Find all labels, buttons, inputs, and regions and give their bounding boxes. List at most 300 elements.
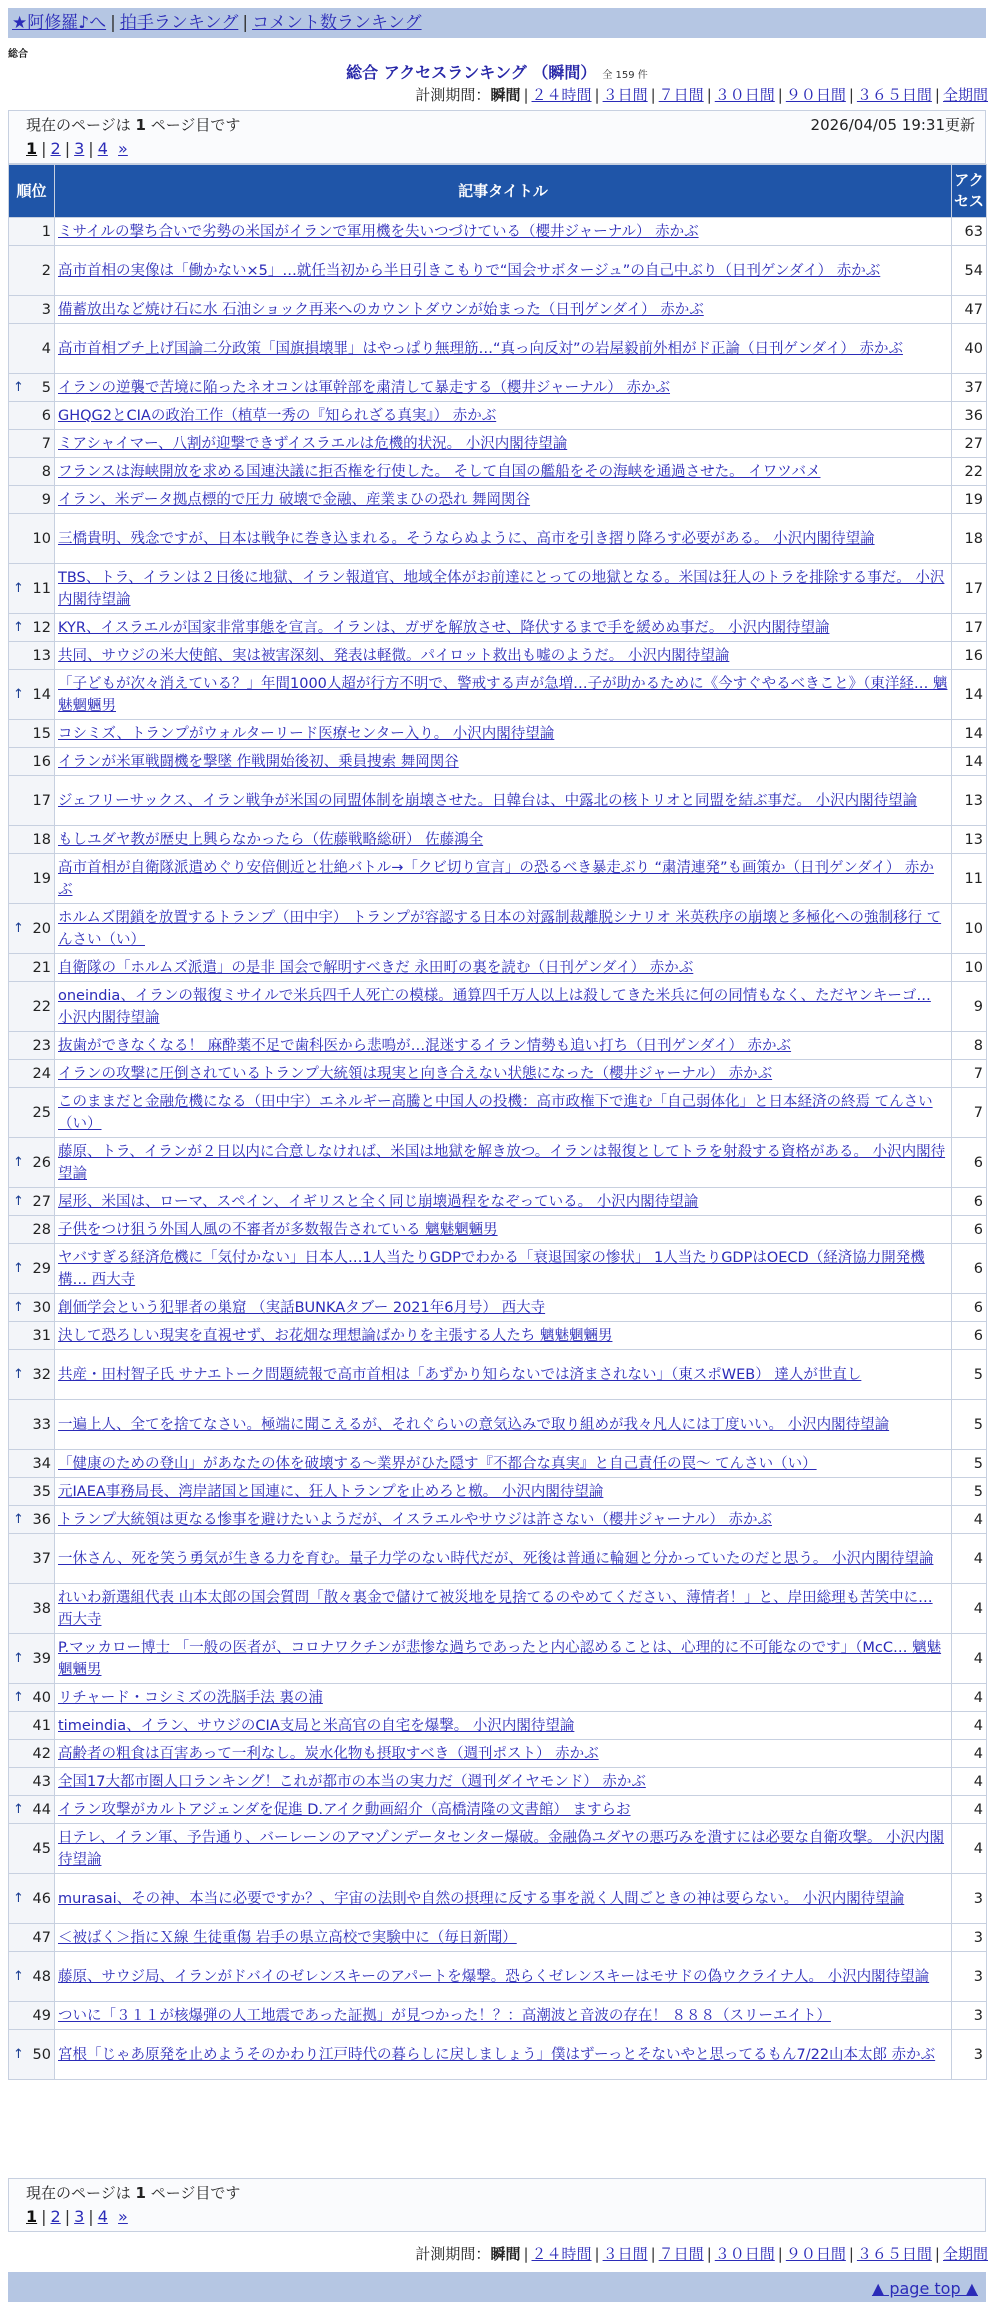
- separator: |: [110, 13, 116, 33]
- access-count: 54: [952, 246, 987, 296]
- period-selector-top: 計測期間：瞬間 | ２４時間 | ３日間 | ７日間 | ３０日間 | ９０日間 | ３６５日間 | 全期間: [415, 86, 988, 104]
- access-count: 7: [952, 1088, 987, 1138]
- article-title-link[interactable]: 創価学会という犯罪者の巣窟 （実話BUNKAタブー 2021年6月号） 西大寺: [58, 1299, 546, 1316]
- rank-cell: [9, 514, 55, 564]
- rank-cell: [9, 982, 55, 1032]
- pager-next[interactable]: »: [118, 139, 128, 158]
- access-count: 13: [952, 776, 987, 826]
- rank-number: 33: [32, 1416, 51, 1433]
- top-nav-bar: [8, 8, 986, 38]
- access-count: 4: [952, 1768, 987, 1796]
- pager-next[interactable]: »: [118, 2207, 128, 2226]
- table-row: [9, 1824, 987, 1874]
- access-count: 17: [952, 564, 987, 614]
- access-count: 4: [952, 1534, 987, 1584]
- rank-cell: [9, 2030, 55, 2080]
- rank-cell: [9, 1768, 55, 1796]
- access-count: 5: [952, 1450, 987, 1478]
- title-cell: [55, 1768, 952, 1796]
- table-row: [9, 776, 987, 826]
- title-cell: [55, 1138, 952, 1188]
- rank-number: 44: [32, 1801, 51, 1818]
- table-row: [9, 374, 987, 402]
- article-title-link[interactable]: 高市首相ブチ上げ国論二分政策「国旗損壊罪」はやっぱり無理筋…“真っ向反対”の岩屋毅前外相がド正論（日刊ゲンダイ） 赤かぶ: [58, 340, 903, 357]
- title-cell: [55, 1684, 952, 1712]
- article-title-link[interactable]: 決して恐ろしい現実を直視せず、お花畑な理想論ばかりを主張する人たち 魑魅魍魎男: [58, 1327, 613, 1344]
- article-title-link[interactable]: ホルムズ閉鎖を放置するトランプ（田中宇） トランプが容認する日本の対露制裁離脱シナリオ 米英秩序の崩壊と多極化への強制移行 てんさい（い）: [58, 909, 942, 948]
- period-30d-link[interactable]: ３０日間: [714, 86, 775, 104]
- title-cell: [55, 1534, 952, 1584]
- article-title-link[interactable]: KYR、イスラエルが国家非常事態を宣言。イランは、ガザを解放させ、降伏するまで手を緩めぬ事だ。 小沢内閣待望論: [58, 619, 830, 636]
- rank-cell: [9, 1712, 55, 1740]
- access-count: 4: [952, 1824, 987, 1874]
- period-90d-link[interactable]: ９０日間: [785, 86, 846, 104]
- access-count: 6: [952, 1216, 987, 1244]
- rank-cell: [9, 1350, 55, 1400]
- pager-current-page: 1: [26, 2207, 38, 2226]
- rank-number: 46: [32, 1890, 51, 1907]
- rank-up-arrow-icon: ↑: [13, 1366, 24, 1382]
- rank-cell: [9, 374, 55, 402]
- article-title-link[interactable]: 三橋貴明、残念ですが、日本は戦争に巻き込まれる。そうならぬように、高市を引き摺り降ろす必要がある。 小沢内閣待望論: [58, 530, 875, 547]
- table-row: [9, 1478, 987, 1506]
- rank-up-arrow-icon: ↑: [13, 1650, 24, 1666]
- access-count: 14: [952, 748, 987, 776]
- period-3d-link[interactable]: ３日間: [602, 86, 648, 104]
- period-24h-link[interactable]: ２４時間: [531, 86, 592, 104]
- table-row: [9, 2002, 987, 2030]
- pager-page-2[interactable]: 2: [50, 139, 61, 158]
- rank-cell: [9, 1450, 55, 1478]
- access-count: 8: [952, 1032, 987, 1060]
- article-title-link[interactable]: 共産・田村智子氏 サナエトーク問題続報で高市首相は「あずかり知らないでは済まされない」（東スポWEB） 達人が世直し: [58, 1366, 862, 1383]
- rank-number: 17: [32, 792, 51, 809]
- table-row: [9, 1768, 987, 1796]
- access-count: 5: [952, 1400, 987, 1450]
- article-title-link[interactable]: oneindia、イランの報復ミサイルで米兵四千人死亡の模様。通算四千万人以上は殺してきた米兵に何の同情もなく、ただヤンキーゴ… 小沢内閣待望論: [58, 987, 931, 1026]
- rank-cell: [9, 1060, 55, 1088]
- rank-number: 14: [32, 686, 51, 703]
- title-cell: [55, 642, 952, 670]
- article-title-link[interactable]: 共同、サウジの米大使館、実は被害深刻、発表は軽微。パイロット救出も嘘のようだ。 小沢内閣待望論: [58, 647, 730, 664]
- rank-cell: [9, 324, 55, 374]
- rank-cell: [9, 1322, 55, 1350]
- header-title: 記事タイトル: [55, 165, 952, 218]
- rank-number: 13: [32, 647, 51, 664]
- rank-cell: [9, 1506, 55, 1534]
- rank-number: 42: [32, 1745, 51, 1762]
- title-cell: [55, 2030, 952, 2080]
- access-count: 16: [952, 642, 987, 670]
- title-cell: [55, 1952, 952, 2002]
- period-current: 瞬間: [490, 86, 521, 104]
- rank-up-arrow-icon: ↑: [13, 920, 24, 936]
- table-row: [9, 564, 987, 614]
- rank-number: 1: [41, 223, 51, 240]
- rank-number: 22: [32, 998, 51, 1015]
- table-row: [9, 2030, 987, 2080]
- access-count: 6: [952, 1244, 987, 1294]
- table-row: [9, 1060, 987, 1088]
- rank-up-arrow-icon: ↑: [13, 2046, 24, 2062]
- pagination-bottom: 1 | 2 | 3 | 4 »: [26, 2207, 128, 2226]
- article-title-link[interactable]: 元IAEA事務局長、湾岸諸国と国連に、狂人トランプを止めろと檄。 小沢内閣待望論: [58, 1483, 604, 1500]
- period-selector-bottom: 計測期間：瞬間 | ２４時間 | ３日間 | ７日間 | ３０日間 | ９０日間 | ３６５日間 | 全期間: [415, 2245, 988, 2263]
- table-row: [9, 854, 987, 904]
- rank-up-arrow-icon: ↑: [13, 580, 24, 596]
- rank-number: 48: [32, 1968, 51, 1985]
- article-title-link[interactable]: 藤原、サウジ局、イランがドバイのゼレンスキーのアパートを爆撃。恐らくゼレンスキーはモサドの偽ウクライナ人。 小沢内閣待望論: [58, 1968, 930, 1985]
- rank-up-arrow-icon: ↑: [13, 1154, 24, 1170]
- pager-page-4[interactable]: 4: [97, 139, 108, 158]
- rank-number: 47: [32, 1929, 51, 1946]
- title-cell: [55, 246, 952, 296]
- article-title-link[interactable]: P.マッカロー博士 「一般の医者が、コロナワクチンが悲惨な過ちであったと内心認めることは、心理的に不可能なのです」（McC… 魑魅魍魎男: [58, 1639, 942, 1678]
- access-count: 19: [952, 486, 987, 514]
- rank-cell: [9, 1874, 55, 1924]
- access-count: 63: [952, 218, 987, 246]
- rank-cell: [9, 1740, 55, 1768]
- pager-page-4[interactable]: 4: [97, 2207, 108, 2226]
- rank-number: 6: [41, 407, 51, 424]
- rank-cell: [9, 826, 55, 854]
- page-info-top: [8, 110, 986, 164]
- title-cell: [55, 1712, 952, 1740]
- rank-cell: [9, 458, 55, 486]
- period-365d-link[interactable]: ３６５日間: [856, 2245, 932, 2263]
- rank-number: 50: [32, 2046, 51, 2063]
- access-count: 36: [952, 402, 987, 430]
- article-title-link[interactable]: 子供をつけ狙う外国人風の不審者が多数報告されている 魑魅魍魎男: [58, 1221, 498, 1238]
- rank-number: 30: [32, 1299, 51, 1316]
- table-row: [9, 670, 987, 720]
- title-cell: [55, 1188, 952, 1216]
- access-count: 37: [952, 374, 987, 402]
- table-row: [9, 1506, 987, 1534]
- rank-number: 24: [32, 1065, 51, 1082]
- table-row: [9, 1138, 987, 1188]
- rank-number: 9: [41, 491, 51, 508]
- rank-number: 20: [32, 920, 51, 937]
- article-title-link[interactable]: ミアシャイマー、八割が迎撃できずイスラエルは危機的状況。 小沢内閣待望論: [58, 435, 568, 452]
- period-90d-link[interactable]: ９０日間: [785, 2245, 846, 2263]
- rank-number: 29: [32, 1260, 51, 1277]
- title-cell: [55, 1294, 952, 1322]
- rank-up-arrow-icon: ↑: [13, 686, 24, 702]
- table-row: [9, 1350, 987, 1400]
- title-cell: [55, 402, 952, 430]
- footer-bar: [8, 2272, 986, 2302]
- rank-up-arrow-icon: ↑: [13, 619, 24, 635]
- table-row: [9, 1740, 987, 1768]
- article-title-link[interactable]: 屋形、米国は、ローマ、スペイン、イギリスと全く同じ崩壊過程をなぞっている。 小沢内閣待望論: [58, 1193, 699, 1210]
- article-title-link[interactable]: イランが米軍戦闘機を撃墜 作戦開始後初、乗員捜索 舞岡関谷: [58, 753, 459, 770]
- rank-number: 5: [41, 379, 51, 396]
- rank-number: 4: [41, 340, 51, 357]
- rank-cell: [9, 670, 55, 720]
- rank-number: 2: [41, 262, 51, 279]
- rank-number: 31: [32, 1327, 51, 1344]
- article-title-link[interactable]: ＜被ばく＞指にＸ線 生徒重傷 岩手の県立高校で実験中に（毎日新聞）: [58, 1929, 517, 1946]
- rank-cell: [9, 1188, 55, 1216]
- title-cell: [55, 1924, 952, 1952]
- rank-cell: [9, 1534, 55, 1584]
- period-7d-link[interactable]: ７日間: [658, 2245, 704, 2263]
- title-cell: [55, 486, 952, 514]
- article-title-link[interactable]: 高齢者の粗食は百害あって一利なし。炭水化物も摂取すべき（週刊ポスト） 赤かぶ: [58, 1745, 599, 1762]
- rank-cell: [9, 614, 55, 642]
- title-cell: [55, 324, 952, 374]
- title-cell: [55, 1400, 952, 1450]
- rank-number: 49: [32, 2007, 51, 2024]
- rank-up-arrow-icon: ↑: [13, 379, 24, 395]
- title-cell: [55, 1450, 952, 1478]
- article-title-link[interactable]: このままだと金融危機になる（田中宇）エネルギー高騰と中国人の投機：高市政権下で進む「自己弱体化」と日本経済の終焉 てんさい（い）: [58, 1093, 933, 1132]
- period-365d-link[interactable]: ３６５日間: [856, 86, 932, 104]
- page-info-bottom: [8, 2178, 986, 2232]
- access-count: 47: [952, 296, 987, 324]
- page-top-link[interactable]: ▲ page top ▲: [871, 2279, 978, 2298]
- table-row: [9, 1244, 987, 1294]
- access-count: 40: [952, 324, 987, 374]
- title-cell: [55, 1740, 952, 1768]
- rank-number: 40: [32, 1689, 51, 1706]
- article-title-link[interactable]: timeindia、イラン、サウジのCIA支局と米高官の自宅を爆撃。 小沢内閣待望論: [58, 1717, 575, 1734]
- article-title-link[interactable]: イラン、米データ拠点標的で圧力 破壊で金融、産業まひの恐れ 舞岡関谷: [58, 491, 531, 508]
- article-title-link[interactable]: ヤバすぎる経済危機に「気付かない」日本人…1人当たりGDPでわかる「衰退国家の惨状」 1人当たりGDPはOECD（経済協力開発機構… 西大寺: [58, 1249, 925, 1288]
- rank-cell: [9, 748, 55, 776]
- article-title-link[interactable]: 宮根「じゃあ原発を止めようそのかわり江戸時代の暮らしに戻しましょう」僕はずーっとそないやと思ってるもん7/22山本太郎 赤かぶ: [58, 2046, 936, 2063]
- rank-cell: [9, 854, 55, 904]
- table-row: [9, 1294, 987, 1322]
- article-title-link[interactable]: もしユダヤ教が歴史上興らなかったら（佐藤戦略総研） 佐藤鴻全: [58, 831, 484, 848]
- access-count: 14: [952, 720, 987, 748]
- article-title-link[interactable]: ジェフリーサックス、イラン戦争が米国の同盟体制を崩壊させた。日韓台は、中露北の核トリオと同盟を結ぶ事だ。 小沢内閣待望論: [58, 792, 918, 809]
- period-7d-link[interactable]: ７日間: [658, 86, 704, 104]
- article-title-link[interactable]: イラン攻撃がカルトアジェンダを促進 D.アイク動画紹介（高橋清隆の文書館） ますらお: [58, 1801, 631, 1818]
- article-title-link[interactable]: ついに「３１１が核爆弾の人工地震であった証拠」が見つかった！？：高潮波と音波の存在！ ８８８（スリーエイト）: [58, 2007, 831, 2024]
- access-count: 11: [952, 854, 987, 904]
- access-count: 17: [952, 614, 987, 642]
- pager-page-3[interactable]: 3: [74, 2207, 85, 2226]
- table-row: [9, 486, 987, 514]
- table-row: [9, 246, 987, 296]
- article-title-link[interactable]: イランの逆襲で苦境に陥ったネオコンは軍幹部を粛清して暴走する（櫻井ジャーナル） 赤かぶ: [58, 379, 671, 396]
- period-label: 計測期間：: [415, 86, 491, 104]
- title-cell: [55, 982, 952, 1032]
- table-row: [9, 954, 987, 982]
- rank-number: 34: [32, 1455, 51, 1472]
- rank-cell: [9, 1684, 55, 1712]
- title-cell: [55, 1506, 952, 1534]
- clap-ranking-link[interactable]: 拍手ランキング: [119, 13, 239, 33]
- rank-number: 36: [32, 1511, 51, 1528]
- rank-number: 3: [41, 301, 51, 318]
- rank-cell: [9, 642, 55, 670]
- title-cell: [55, 1796, 952, 1824]
- article-title-link[interactable]: 日テレ、イラン軍、予告通り、バーレーンのアマゾンデータセンター爆破。金融偽ユダヤの悪巧みを潰すには必要な自衛攻撃。 小沢内閣待望論: [58, 1829, 945, 1868]
- pager-page-2[interactable]: 2: [50, 2207, 61, 2226]
- rank-up-arrow-icon: ↑: [13, 1299, 24, 1315]
- article-title-link[interactable]: 全国17大都市圏人口ランキング！これが都市の本当の実力だ（週刊ダイヤモンド） 赤かぶ: [58, 1773, 646, 1790]
- access-count: 7: [952, 1060, 987, 1088]
- table-row: [9, 1952, 987, 2002]
- title-cell: [55, 904, 952, 954]
- table-row: [9, 1534, 987, 1584]
- header-access: アクセス: [952, 165, 987, 218]
- current-page-text: 現在のページは 1 ページ目です: [26, 116, 241, 134]
- title-cell: [55, 1244, 952, 1294]
- rank-number: 7: [41, 435, 51, 452]
- table-row: [9, 296, 987, 324]
- period-3d-link[interactable]: ３日間: [602, 2245, 648, 2263]
- table-row: [9, 430, 987, 458]
- rank-cell: [9, 1400, 55, 1450]
- rank-cell: [9, 1924, 55, 1952]
- pager-page-3[interactable]: 3: [74, 139, 85, 158]
- rank-number: 10: [32, 530, 51, 547]
- article-title-link[interactable]: 高市首相が自衛隊派遣めぐり安倍側近と壮絶バトル→「クビ切り宣言」の恐るべき暴走ぶり “粛清連発”も画策か（日刊ゲンダイ） 赤かぶ: [58, 859, 934, 898]
- rank-number: 23: [32, 1037, 51, 1054]
- table-row: [9, 402, 987, 430]
- period-24h-link[interactable]: ２４時間: [531, 2245, 592, 2263]
- article-title-link[interactable]: コシミズ、トランプがウォルターリード医療センター入り。 小沢内閣待望論: [58, 725, 555, 742]
- title-cell: [55, 1032, 952, 1060]
- article-title-link[interactable]: フランスは海峡開放を求める国連決議に拒否権を行使した。 そして自国の艦船をその海峡を通過させた。 イワツバメ: [58, 463, 821, 480]
- title-cell: [55, 1478, 952, 1506]
- table-row: [9, 904, 987, 954]
- article-title-link[interactable]: 「健康のための登山」があなたの体を破壊する～業界がひた隠す『不都合な真実』と自己責任の罠～ てんさい（い）: [58, 1455, 817, 1472]
- title-cell: [55, 218, 952, 246]
- access-count: 6: [952, 1138, 987, 1188]
- access-count: 6: [952, 1322, 987, 1350]
- article-title-link[interactable]: 自衛隊の「ホルムズ派遣」の是非 国会で解明すべきだ 永田町の裏を読む（日刊ゲンダイ） 赤かぶ: [58, 959, 694, 976]
- access-count: 4: [952, 1684, 987, 1712]
- article-title-link[interactable]: 備蓄放出など焼け石に水 石油ショック再来へのカウントダウンが始まった（日刊ゲンダイ） 赤かぶ: [58, 301, 704, 318]
- separator: |: [242, 13, 249, 33]
- rank-up-arrow-icon: ↑: [13, 1801, 24, 1817]
- rank-number: 16: [32, 753, 51, 770]
- rank-number: 18: [32, 831, 51, 848]
- title-cell: [55, 564, 952, 614]
- rank-cell: [9, 1824, 55, 1874]
- rank-cell: [9, 1216, 55, 1244]
- access-count: 18: [952, 514, 987, 564]
- title-cell: [55, 670, 952, 720]
- page-title: [0, 60, 994, 83]
- rank-cell: [9, 1138, 55, 1188]
- table-row: [9, 1032, 987, 1060]
- rank-up-arrow-icon: ↑: [13, 1968, 24, 1984]
- period-all-link[interactable]: 全期間: [942, 86, 988, 104]
- access-count: 4: [952, 1634, 987, 1684]
- title-cell: [55, 1874, 952, 1924]
- access-count: 3: [952, 2002, 987, 2030]
- article-title-link[interactable]: イランの攻撃に圧倒されているトランプ大統領は現実と向き合えない状態になった（櫻井ジャーナル） 赤かぶ: [58, 1065, 773, 1082]
- access-count: 10: [952, 904, 987, 954]
- article-title-link[interactable]: murasai、その神、本当に必要ですか？、宇宙の法則や自然の摂理に反する事を説く人間ごときの神は要らない。 小沢内閣待望論: [58, 1890, 905, 1907]
- home-link[interactable]: ★阿修羅♪へ: [12, 13, 107, 33]
- title-cell: [55, 374, 952, 402]
- rank-cell: [9, 720, 55, 748]
- table-row: [9, 514, 987, 564]
- rank-cell: [9, 1634, 55, 1684]
- table-row: [9, 1684, 987, 1712]
- rank-up-arrow-icon: ↑: [13, 1511, 24, 1527]
- total-count: 全 159 件: [602, 70, 648, 81]
- table-row: [9, 1088, 987, 1138]
- article-title-link[interactable]: TBS、トラ、イランは２日後に地獄、イラン報道官、地域全体がお前達にとっての地獄となる。米国は狂人のトラを排除する事だ。 小沢内閣待望論: [58, 569, 945, 608]
- page-title-text: 総合 アクセスランキング （瞬間）: [346, 63, 597, 82]
- rank-number: 11: [32, 580, 51, 597]
- article-title-link[interactable]: トランプ大統領は更なる惨事を避けたいようだが、イスラエルやサウジは許さない（櫻井ジャーナル） 赤かぶ: [58, 1511, 772, 1528]
- period-all-link[interactable]: 全期間: [942, 2245, 988, 2263]
- title-cell: [55, 1350, 952, 1400]
- table-row: [9, 1450, 987, 1478]
- rank-cell: [9, 486, 55, 514]
- title-cell: [55, 1584, 952, 1634]
- rank-cell: [9, 296, 55, 324]
- table-row: [9, 1400, 987, 1450]
- title-cell: [55, 954, 952, 982]
- title-cell: [55, 1322, 952, 1350]
- access-count: 3: [952, 1874, 987, 1924]
- access-count: 9: [952, 982, 987, 1032]
- rank-number: 35: [32, 1483, 51, 1500]
- article-title-link[interactable]: 一休さん、死を笑う勇気が生きる力を育む。量子力学のない時代だが、死後は普通に輪廻と分かっていたのだと思う。 小沢内閣待望論: [58, 1550, 934, 1567]
- article-title-link[interactable]: 「子どもが次々消えている？」年間1000人超が行方不明で、警戒する声が急増…子が助かるために《今すぐやるべきこと》（東洋経… 魑魅魍魎男: [58, 675, 948, 714]
- title-cell: [55, 854, 952, 904]
- rank-cell: [9, 954, 55, 982]
- comment-ranking-link[interactable]: コメント数ランキング: [252, 13, 422, 33]
- table-row: [9, 614, 987, 642]
- rank-up-arrow-icon: ↑: [13, 1193, 24, 1209]
- article-title-link[interactable]: 藤原、トラ、イランが２日以内に合意しなければ、米国は地獄を解き放つ。イランは報復としてトラを射殺する資格がある。 小沢内閣待望論: [58, 1143, 946, 1182]
- rank-number: 26: [32, 1154, 51, 1171]
- rank-number: 25: [32, 1104, 51, 1121]
- title-cell: [55, 296, 952, 324]
- title-cell: [55, 2002, 952, 2030]
- article-title-link[interactable]: ミサイルの撃ち合いで劣勢の米国がイランで軍用機を失いつづけている（櫻井ジャーナル） 赤かぶ: [58, 223, 699, 240]
- title-cell: [55, 776, 952, 826]
- table-row: [9, 1322, 987, 1350]
- rank-number: 38: [32, 1600, 51, 1617]
- rank-cell: [9, 2002, 55, 2030]
- table-row: [9, 1216, 987, 1244]
- table-row: [9, 748, 987, 776]
- article-title-link[interactable]: リチャード・コシミズの洗脳手法 裏の浦: [58, 1689, 323, 1706]
- rank-cell: [9, 430, 55, 458]
- rank-number: 43: [32, 1773, 51, 1790]
- access-count: 5: [952, 1350, 987, 1400]
- period-30d-link[interactable]: ３０日間: [714, 2245, 775, 2263]
- title-cell: [55, 514, 952, 564]
- table-header-row: [9, 165, 987, 218]
- access-count: 4: [952, 1740, 987, 1768]
- article-title-link[interactable]: 高市首相の実像は「働かない×5」…就任当初から半日引きこもりで“国会サボタージュ”の自己中ぶり（日刊ゲンダイ） 赤かぶ: [58, 262, 881, 279]
- rank-cell: [9, 1294, 55, 1322]
- table-row: [9, 1924, 987, 1952]
- access-count: 4: [952, 1712, 987, 1740]
- table-row: [9, 1634, 987, 1684]
- article-title-link[interactable]: れいわ新選組代表 山本太郎の国会質問「散々裏金で儲けて被災地を見捨てるのやめてください、薄情者！」と、岸田総理も苦笑中に… 西大寺: [58, 1589, 933, 1628]
- article-title-link[interactable]: 一遍上人、全てを捨てなさい。極端に聞こえるが、それぐらいの意気込みで取り組めが我々凡人には丁度いい。 小沢内閣待望論: [58, 1416, 890, 1433]
- rank-cell: [9, 1584, 55, 1634]
- table-row: [9, 1712, 987, 1740]
- article-title-link[interactable]: 抜歯ができなくなる！ 麻酔薬不足で歯科医から悲鳴が…混迷するイラン情勢も追い打ち（日刊ゲンダイ） 赤かぶ: [58, 1037, 792, 1054]
- title-cell: [55, 826, 952, 854]
- article-title-link[interactable]: GHQG2とCIAの政治工作（植草一秀の『知られざる真実』） 赤かぶ: [58, 407, 497, 424]
